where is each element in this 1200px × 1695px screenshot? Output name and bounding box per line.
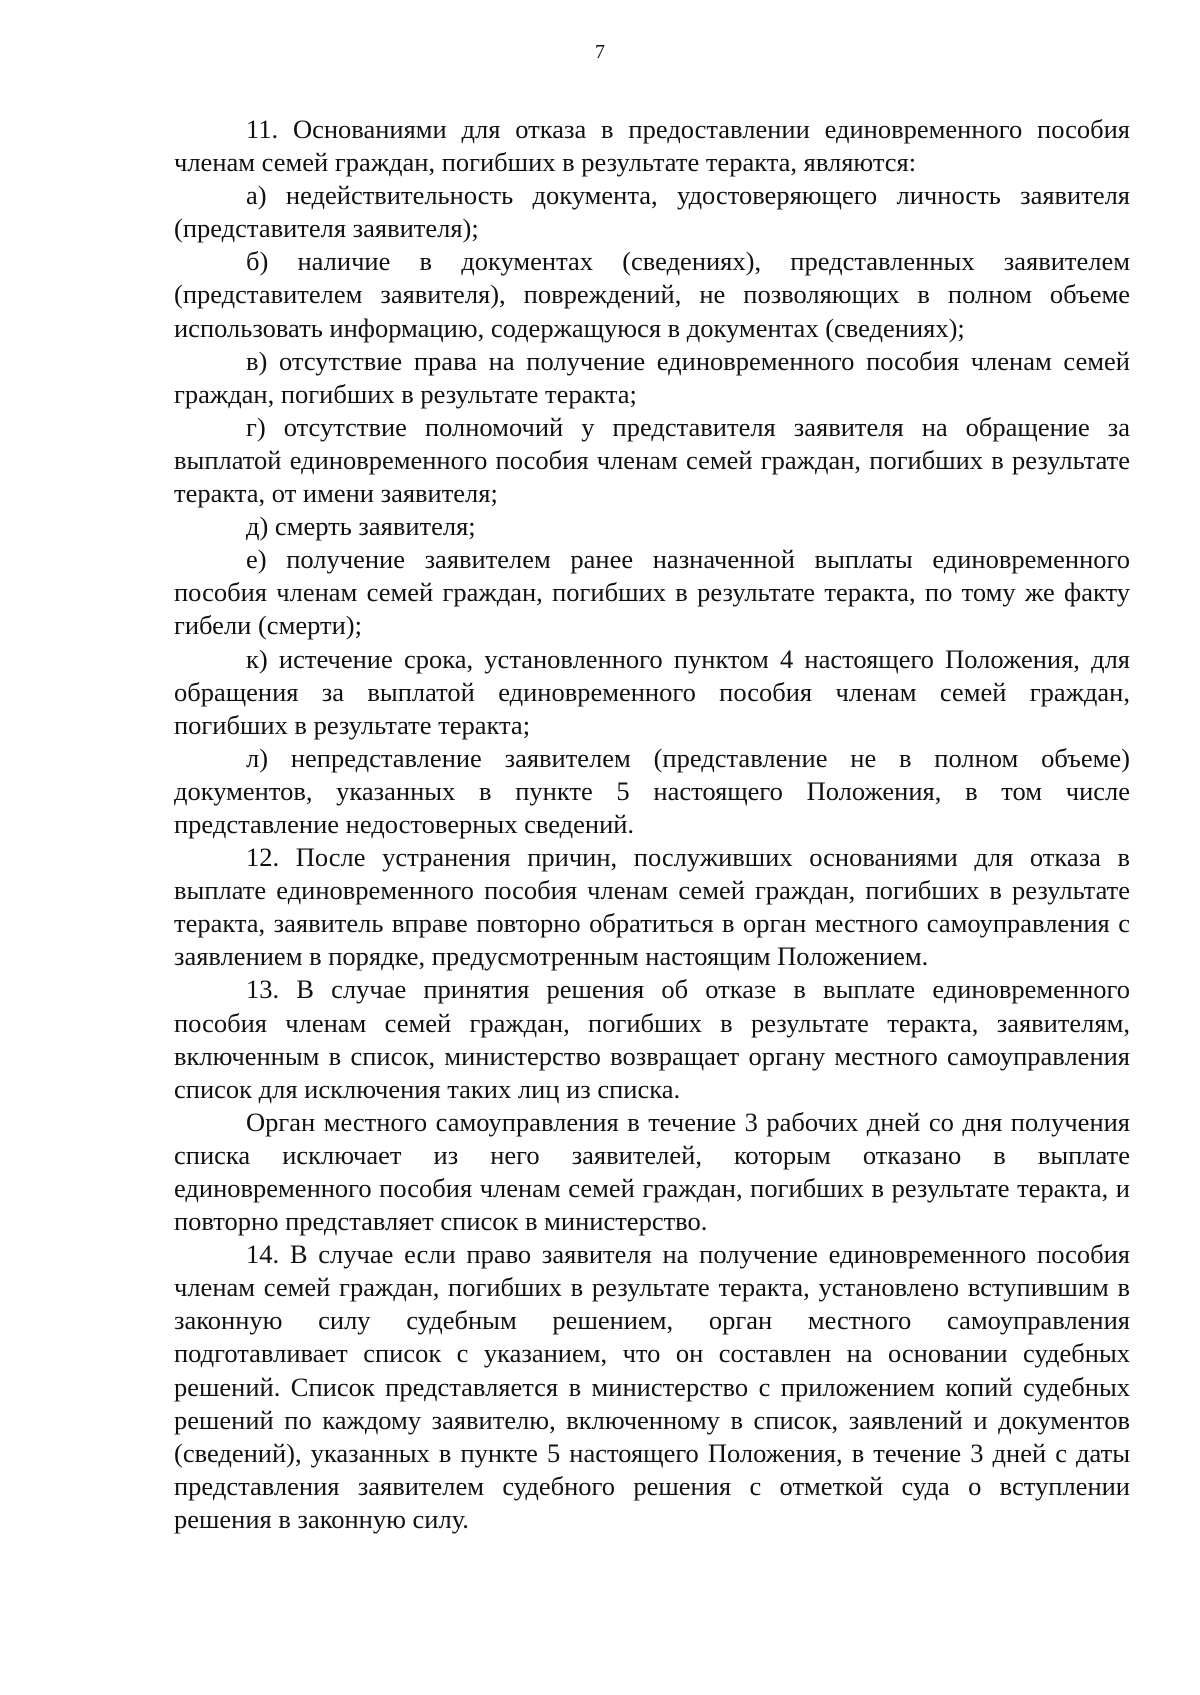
paragraph-11-l: л) непредставление заявителем (представление не в полном объеме) документов, указанных в пункте 5 настоящего Положения, в том числе представление недостоверных сведений. <box>174 742 1130 839</box>
paragraph-13: 13. В случае принятия решения об отказе в выплате единовременного пособия членам семей граждан, погибших в результате теракта, заявителям, включенным в список, министерство возвращает органу местного самоуправления список для исключения таких лиц из списка. <box>174 974 1130 1104</box>
paragraph-13-continued: Орган местного самоуправления в течение 3 рабочих дней со дня получения списка исключает из него заявителей, которым отказано в выплате единовременного пособия членам семей граждан, погибших в результате теракта, и повторно представляет список в министерство. <box>174 1106 1130 1237</box>
paragraph-11-v: в) отсутствие права на получение единовременного пособия членам семей граждан, погибших в результате теракта; <box>174 345 1130 409</box>
page-number: 7 <box>595 41 605 63</box>
paragraph-12: 12. После устранения причин, послуживших основаниями для отказа в выплате единовременного пособия членам семей граждан, погибших в результате теракта, заявитель вправе повторно обратиться в орган местного самоуправления с заявлением в порядке, предусмотренным настоящим Положением. <box>174 842 1130 972</box>
paragraph-11-k: к) истечение срока, установленного пунктом 4 настоящего Положения, для обращения за выплатой единовременного пособия членам семей граждан, погибших в результате теракта; <box>174 643 1130 740</box>
paragraph-11-b: б) наличие в документах (сведениях), представленных заявителем (представителем заявителя), повреждений, не позволяющих в полном объеме использовать информацию, содержащуюся в документах (сведениях); <box>174 246 1130 343</box>
paragraph-11-d: д) смерть заявителя; <box>246 511 476 542</box>
document-body <box>174 113 1130 1536</box>
paragraph-11-e: е) получение заявителем ранее назначенной выплаты единовременного пособия членам семей граждан, погибших в результате теракта, по тому же факту гибели (смерти); <box>174 544 1130 641</box>
paragraph-11-g: г) отсутствие полномочий у представителя заявителя на обращение за выплатой единовременного пособия членам семей граждан, погибших в результате теракта, от имени заявителя; <box>174 411 1130 509</box>
paragraph-14: 14. В случае если право заявителя на получение единовременного пособия членам семей граждан, погибших в результате теракта, установлено вступившим в законную силу судебным решением, орган местного самоуправления подготавливает список с указанием, что он составлен на основании судебных решений. Список представляется в министерство с приложением копий судебных решений по каждому заявителю, включенному в список, заявлений и документов (сведений), указанных в пункте 5 настоящего Положения, в течение 3 дней с даты представления заявителем судебного решения с отметкой суда о вступлении решения в законную силу. <box>174 1239 1130 1534</box>
paragraph-11-a: а) недействительность документа, удостоверяющего личность заявителя (представителя заявителя); <box>174 180 1130 244</box>
paragraph-11-intro: 11. Основаниями для отказа в предоставлении единовременного пособия членам семей граждан, погибших в результате теракта, являются: <box>174 114 1130 178</box>
